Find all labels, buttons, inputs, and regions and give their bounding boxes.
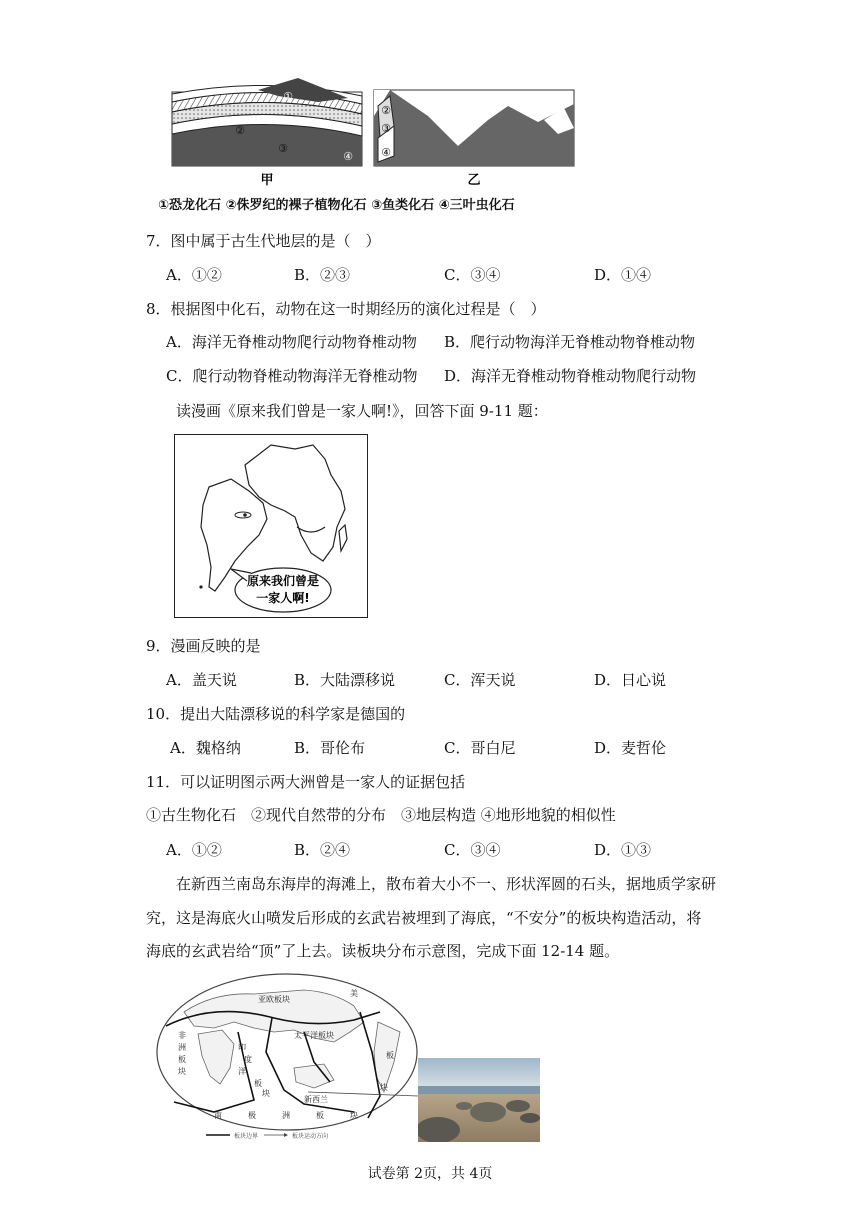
q11-option-a[interactable]: A．①② [166, 841, 222, 859]
marker-3-jia: ③ [278, 142, 288, 155]
legend-direction: 板块运动方向 [292, 1133, 329, 1140]
label-indian-3: 洋 [238, 1067, 246, 1076]
q9-option-c[interactable]: C．浑天说 [444, 671, 516, 689]
label-south-1: 南 [214, 1111, 222, 1120]
label-indian-2: 度 [244, 1055, 252, 1064]
label-indian-5: 块 [262, 1089, 270, 1098]
label-nz: 新西兰 [304, 1095, 328, 1104]
q9-option-a[interactable]: A．盖天说 [166, 671, 237, 689]
intro-9-11: 读漫画《原来我们曾是一家人啊!》，回答下面 9-11 题： [176, 402, 548, 420]
marker-3-yi: ③ [381, 122, 391, 135]
question-7-stem: 7．图中属于古生代地层的是（ ） [146, 232, 381, 250]
cartoon-box [174, 434, 368, 618]
label-south-2: 极 [248, 1111, 256, 1120]
intro-12-14-line-3: 海底的玄武岩给“顶”了上去。读板块分布示意图，完成下面 12-14 题。 [146, 942, 620, 960]
label-indian-4: 板 [254, 1079, 262, 1088]
plate-map [154, 972, 420, 1144]
label-jia: 甲 [260, 173, 274, 188]
label-ban: 板 [386, 1051, 394, 1060]
q10-option-c[interactable]: C．哥白尼 [444, 739, 516, 757]
question-11-items: ①古生物化石 ②现代自然带的分布 ③地层构造 ④地形地貌的相似性 [146, 806, 616, 824]
q8-option-d[interactable]: D．海洋无脊椎动物脊椎动物爬行动物 [444, 367, 697, 385]
cartoon-continents [175, 435, 366, 616]
label-pacific: 太平洋板块 [294, 1031, 334, 1040]
label-africa-1: 非 [178, 1031, 186, 1040]
speech-line-1: 原来我们曾是 [246, 574, 320, 588]
marker-4-jia: ④ [343, 150, 353, 163]
q10-option-a[interactable]: A．魏格纳 [170, 739, 241, 757]
diagram-yi [374, 90, 574, 166]
q8-option-c[interactable]: C．爬行动物脊椎动物海洋无脊椎动物 [166, 367, 418, 385]
marker-2-jia: ② [235, 124, 245, 137]
label-south-5: 块 [350, 1111, 358, 1120]
q7-option-d[interactable]: D．①④ [594, 266, 652, 284]
q7-option-a[interactable]: A．①② [166, 266, 222, 284]
q7-option-c[interactable]: C．③④ [444, 266, 501, 284]
question-8-stem: 8．根据图中化石，动物在这一时期经历的演化过程是（ ） [146, 300, 546, 318]
marker-4-yi: ④ [381, 146, 391, 159]
label-eurasia: 亚欧板块 [258, 995, 290, 1004]
marker-2-yi: ② [381, 104, 391, 117]
q9-option-d[interactable]: D．日心说 [594, 671, 667, 689]
q8-option-b[interactable]: B．爬行动物海洋无脊椎动物脊椎动物 [444, 333, 696, 351]
beach-photo [418, 1058, 540, 1142]
question-11-stem: 11．可以证明图示两大洲曾是一家人的证据包括 [146, 773, 466, 791]
intro-12-14-line-1: 在新西兰南岛东海岸的海滩上，散布着大小不一、形状浑圆的石头，据地质学家研 [176, 875, 717, 893]
q7-option-b[interactable]: B．②③ [294, 266, 351, 284]
q10-option-d[interactable]: D．麦哲伦 [594, 739, 667, 757]
label-kuai: 块 [380, 1083, 388, 1092]
question-10-stem: 10．提出大陆漂移说的科学家是德国的 [146, 705, 406, 723]
q9-option-b[interactable]: B．大陆漂移说 [294, 671, 396, 689]
label-africa-2: 洲 [178, 1043, 186, 1052]
q10-option-b[interactable]: B．哥伦布 [294, 739, 366, 757]
q11-option-c[interactable]: C．③④ [444, 841, 501, 859]
figure-caption: ①恐龙化石 ②侏罗纪的裸子植物化石 ③鱼类化石 ④三叶虫化石 [158, 198, 515, 213]
intro-12-14-line-2: 究，这是海底火山喷发后形成的玄武岩被埋到了海底，“不安分”的板块构造活动，将 [146, 909, 702, 927]
label-mei: 美 [350, 989, 358, 998]
legend-boundary: 板块边界 [234, 1133, 259, 1140]
marker-1-jia: ① [283, 90, 293, 103]
label-indian-1: 印 [238, 1043, 246, 1052]
diagram-jia [172, 78, 362, 166]
q11-option-b[interactable]: B．②④ [294, 841, 351, 859]
label-africa-4: 块 [178, 1067, 186, 1076]
label-south-3: 洲 [282, 1111, 290, 1120]
q11-option-d[interactable]: D．①③ [594, 841, 652, 859]
beach-photo-svg [418, 1058, 540, 1142]
q8-option-a[interactable]: A．海洋无脊椎动物爬行动物脊椎动物 [166, 333, 417, 351]
speech-line-2: 一家人啊! [256, 591, 310, 605]
plate-map-svg [154, 972, 420, 1144]
label-africa-3: 板 [178, 1055, 186, 1064]
question-9-stem: 9．漫画反映的是 [146, 637, 261, 655]
label-yi: 乙 [467, 173, 481, 188]
page-footer: 试卷第 2页，共 4页 [367, 1166, 493, 1182]
label-south-4: 板 [316, 1111, 324, 1120]
